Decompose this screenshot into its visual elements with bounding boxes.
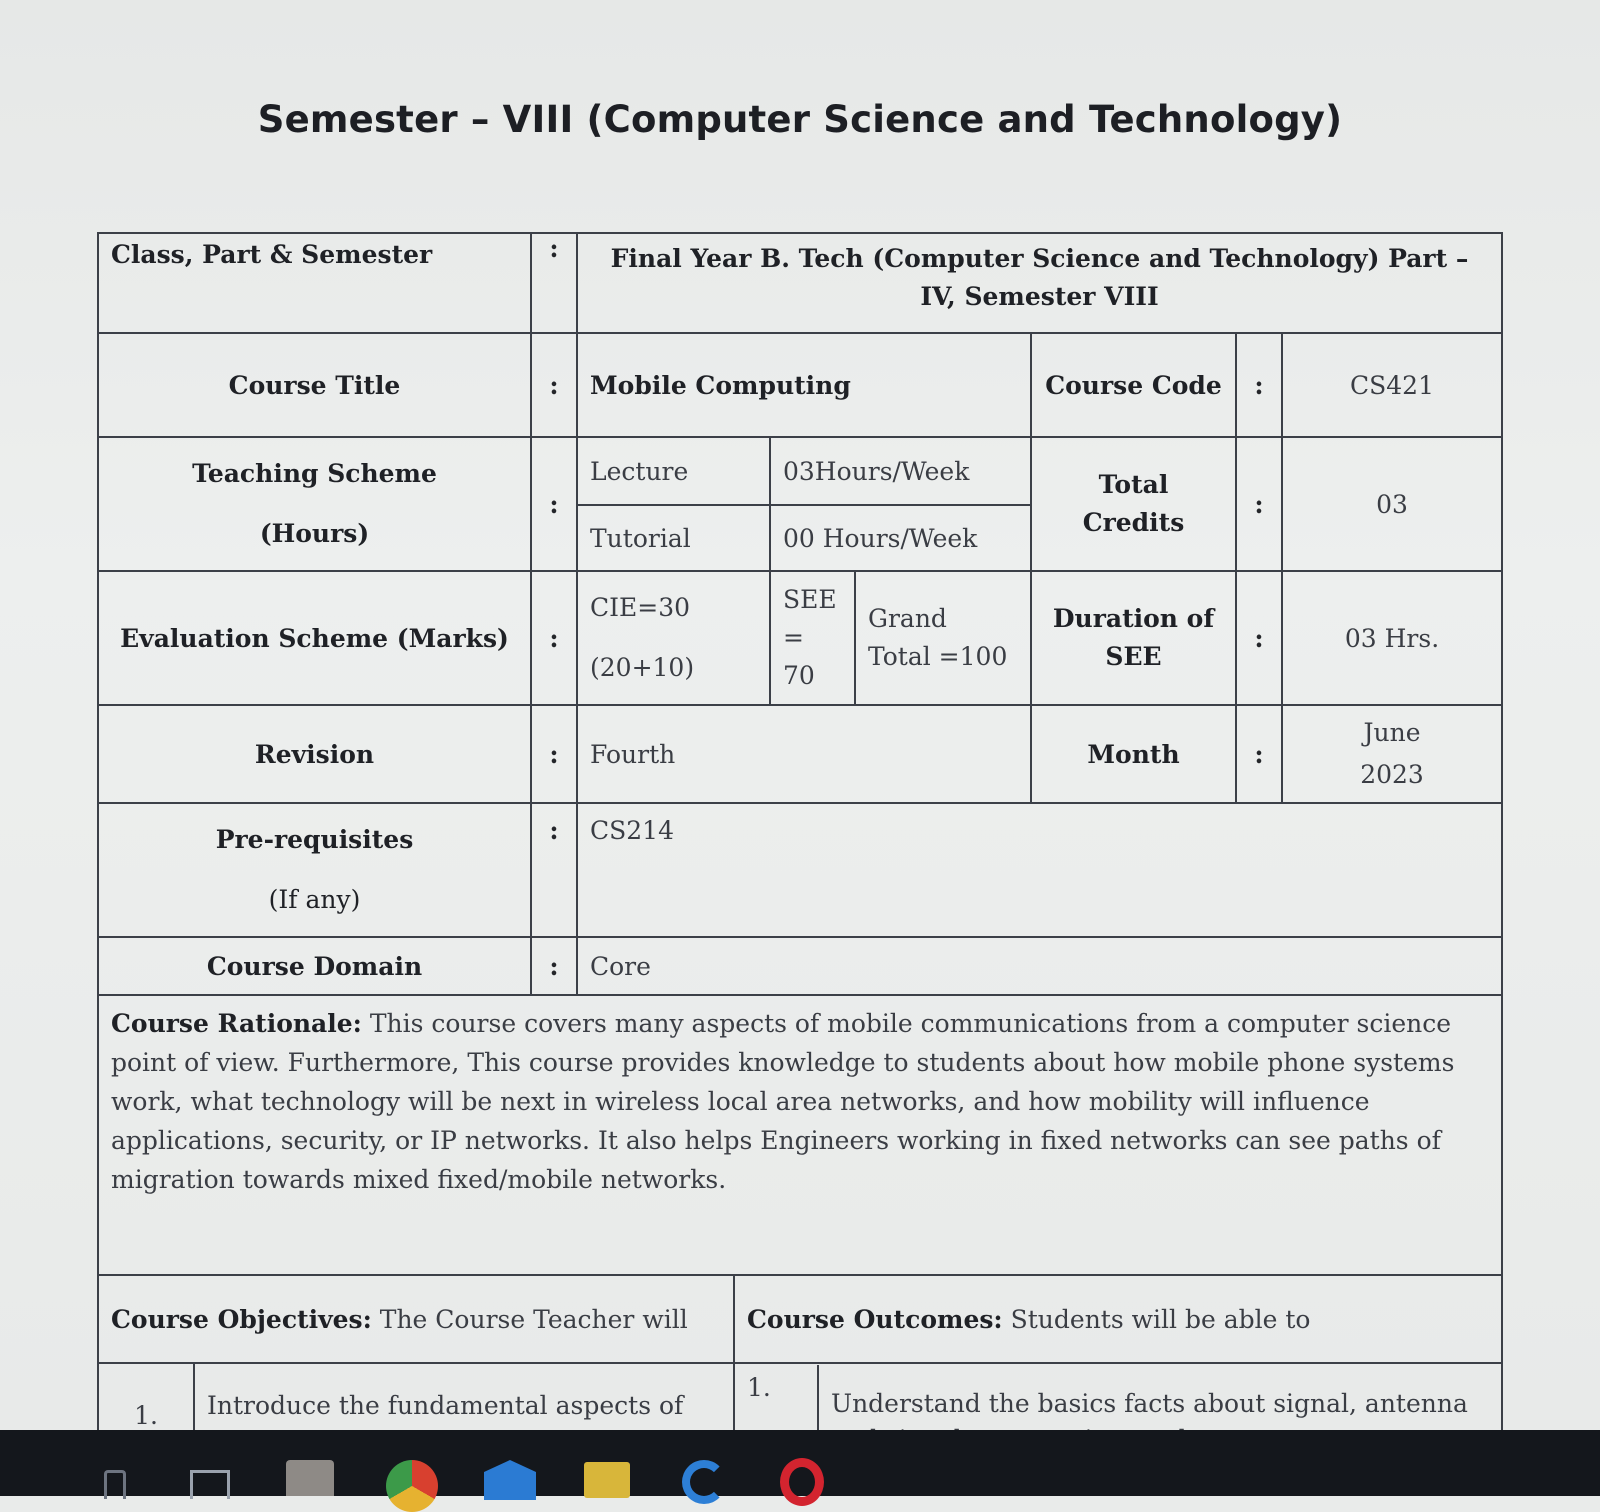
row-evaluation — [98, 571, 1502, 705]
rationale-heading: Course Rationale: — [111, 1009, 362, 1038]
objectives-heading: Course Objectives: — [111, 1304, 372, 1334]
colon: : — [531, 233, 577, 333]
rationale-text: This course covers many aspects of mobile communications from a computer science point of view. Furthermore, This course provides knowledge to students about how mobile phone systems work, what technology will be next in wireless local area networks, and how mobility will influence applications, security, or IP networks. It also helps Engineers working in fixed networks can see paths of migration towards mixed fixed/mobile networks. — [111, 1009, 1455, 1194]
course-info-table — [97, 232, 1503, 1468]
colon: : — [531, 803, 577, 937]
tutorial-label: Tutorial — [577, 505, 770, 571]
row-prerequisites — [98, 803, 1502, 937]
chrome-icon[interactable] — [386, 1460, 438, 1512]
total-credits-label: Total Credits — [1031, 437, 1236, 571]
prerequisites-line1: Pre-requisites — [215, 825, 414, 854]
search-icon[interactable] — [104, 1470, 126, 1499]
teaching-scheme-line2: (Hours) — [259, 519, 370, 548]
course-code-value: CS421 — [1282, 333, 1502, 437]
see-line2: 70 — [783, 661, 815, 690]
revision-value: Fourth — [577, 705, 1031, 803]
row-teaching-lecture — [98, 437, 1502, 505]
colon: : — [531, 937, 577, 995]
objectives-subtext: The Course Teacher will — [379, 1304, 688, 1334]
lecture-value: 03Hours/Week — [770, 437, 1031, 505]
windows-taskbar — [0, 1430, 1600, 1496]
colon: : — [1236, 437, 1282, 571]
edge-icon[interactable] — [682, 1460, 726, 1504]
course-code-label: Course Code — [1031, 333, 1236, 437]
cie-cell — [577, 571, 770, 705]
course-title-value: Mobile Computing — [577, 333, 1031, 437]
row-class — [98, 233, 1502, 333]
month-line2: 2023 — [1360, 760, 1424, 789]
course-title-label: Course Title — [98, 333, 531, 437]
prerequisites-line2: (If any) — [268, 885, 361, 914]
see-cell — [770, 571, 855, 705]
teaching-scheme-label — [98, 437, 531, 571]
grand-total-cell — [855, 571, 1031, 705]
grand-line2: Total =100 — [868, 642, 1008, 671]
total-credits-value: 03 — [1282, 437, 1502, 571]
grand-line1: Grand — [868, 604, 947, 633]
teaching-scheme-line1: Teaching Scheme — [192, 459, 437, 488]
revision-label: Revision — [98, 705, 531, 803]
evaluation-label: Evaluation Scheme (Marks) — [98, 571, 531, 705]
colon: : — [531, 571, 577, 705]
cie-line1: CIE=30 — [590, 593, 691, 622]
file-explorer-icon[interactable] — [584, 1462, 630, 1498]
page-title: Semester – VIII (Computer Science and Technology) — [257, 98, 1343, 141]
row-course-title — [98, 333, 1502, 437]
month-line1: June — [1363, 718, 1421, 747]
month-value — [1282, 705, 1502, 803]
lecture-label: Lecture — [577, 437, 770, 505]
store-icon[interactable] — [286, 1460, 334, 1496]
course-domain-label: Course Domain — [98, 937, 531, 995]
tutorial-value: 00 Hours/Week — [770, 505, 1031, 571]
outcome-text: Understand the basics facts about signal, antenna — [831, 1389, 1468, 1418]
prerequisites-value: CS214 — [577, 803, 1502, 937]
opera-icon[interactable] — [780, 1458, 824, 1506]
class-label: Class, Part & Semester — [98, 233, 531, 333]
colon: : — [531, 333, 577, 437]
row-revision — [98, 705, 1502, 803]
outcomes-heading: Course Outcomes: — [747, 1304, 1003, 1334]
mail-icon[interactable] — [484, 1460, 536, 1500]
row-domain — [98, 937, 1502, 995]
colon: : — [531, 705, 577, 803]
objective-text: Introduce the fundamental aspects of — [207, 1391, 684, 1420]
colon: : — [531, 437, 577, 571]
outcome-number: 1. — [735, 1365, 818, 1465]
colon: : — [1236, 705, 1282, 803]
duration-label: Duration of SEE — [1031, 571, 1236, 705]
duration-value: 03 Hrs. — [1282, 571, 1502, 705]
course-domain-value: Core — [577, 937, 1502, 995]
prerequisites-label — [98, 803, 531, 937]
objectives-header — [98, 1275, 734, 1363]
objective-number: 1. — [99, 1364, 194, 1466]
outcomes-header — [734, 1275, 1502, 1363]
class-value: Final Year B. Tech (Computer Science and Technology) Part – IV, Semester VIII — [577, 233, 1502, 333]
colon: : — [1236, 571, 1282, 705]
month-label: Month — [1031, 705, 1236, 803]
see-line1: SEE = — [783, 585, 837, 652]
row-rationale — [98, 995, 1502, 1275]
cie-line2: (20+10) — [590, 653, 695, 682]
course-rationale — [98, 995, 1502, 1275]
task-view-icon[interactable] — [190, 1470, 230, 1499]
colon: : — [1236, 333, 1282, 437]
outcomes-subtext: Students will be able to — [1010, 1304, 1311, 1334]
row-objectives-outcomes-header — [98, 1275, 1502, 1363]
